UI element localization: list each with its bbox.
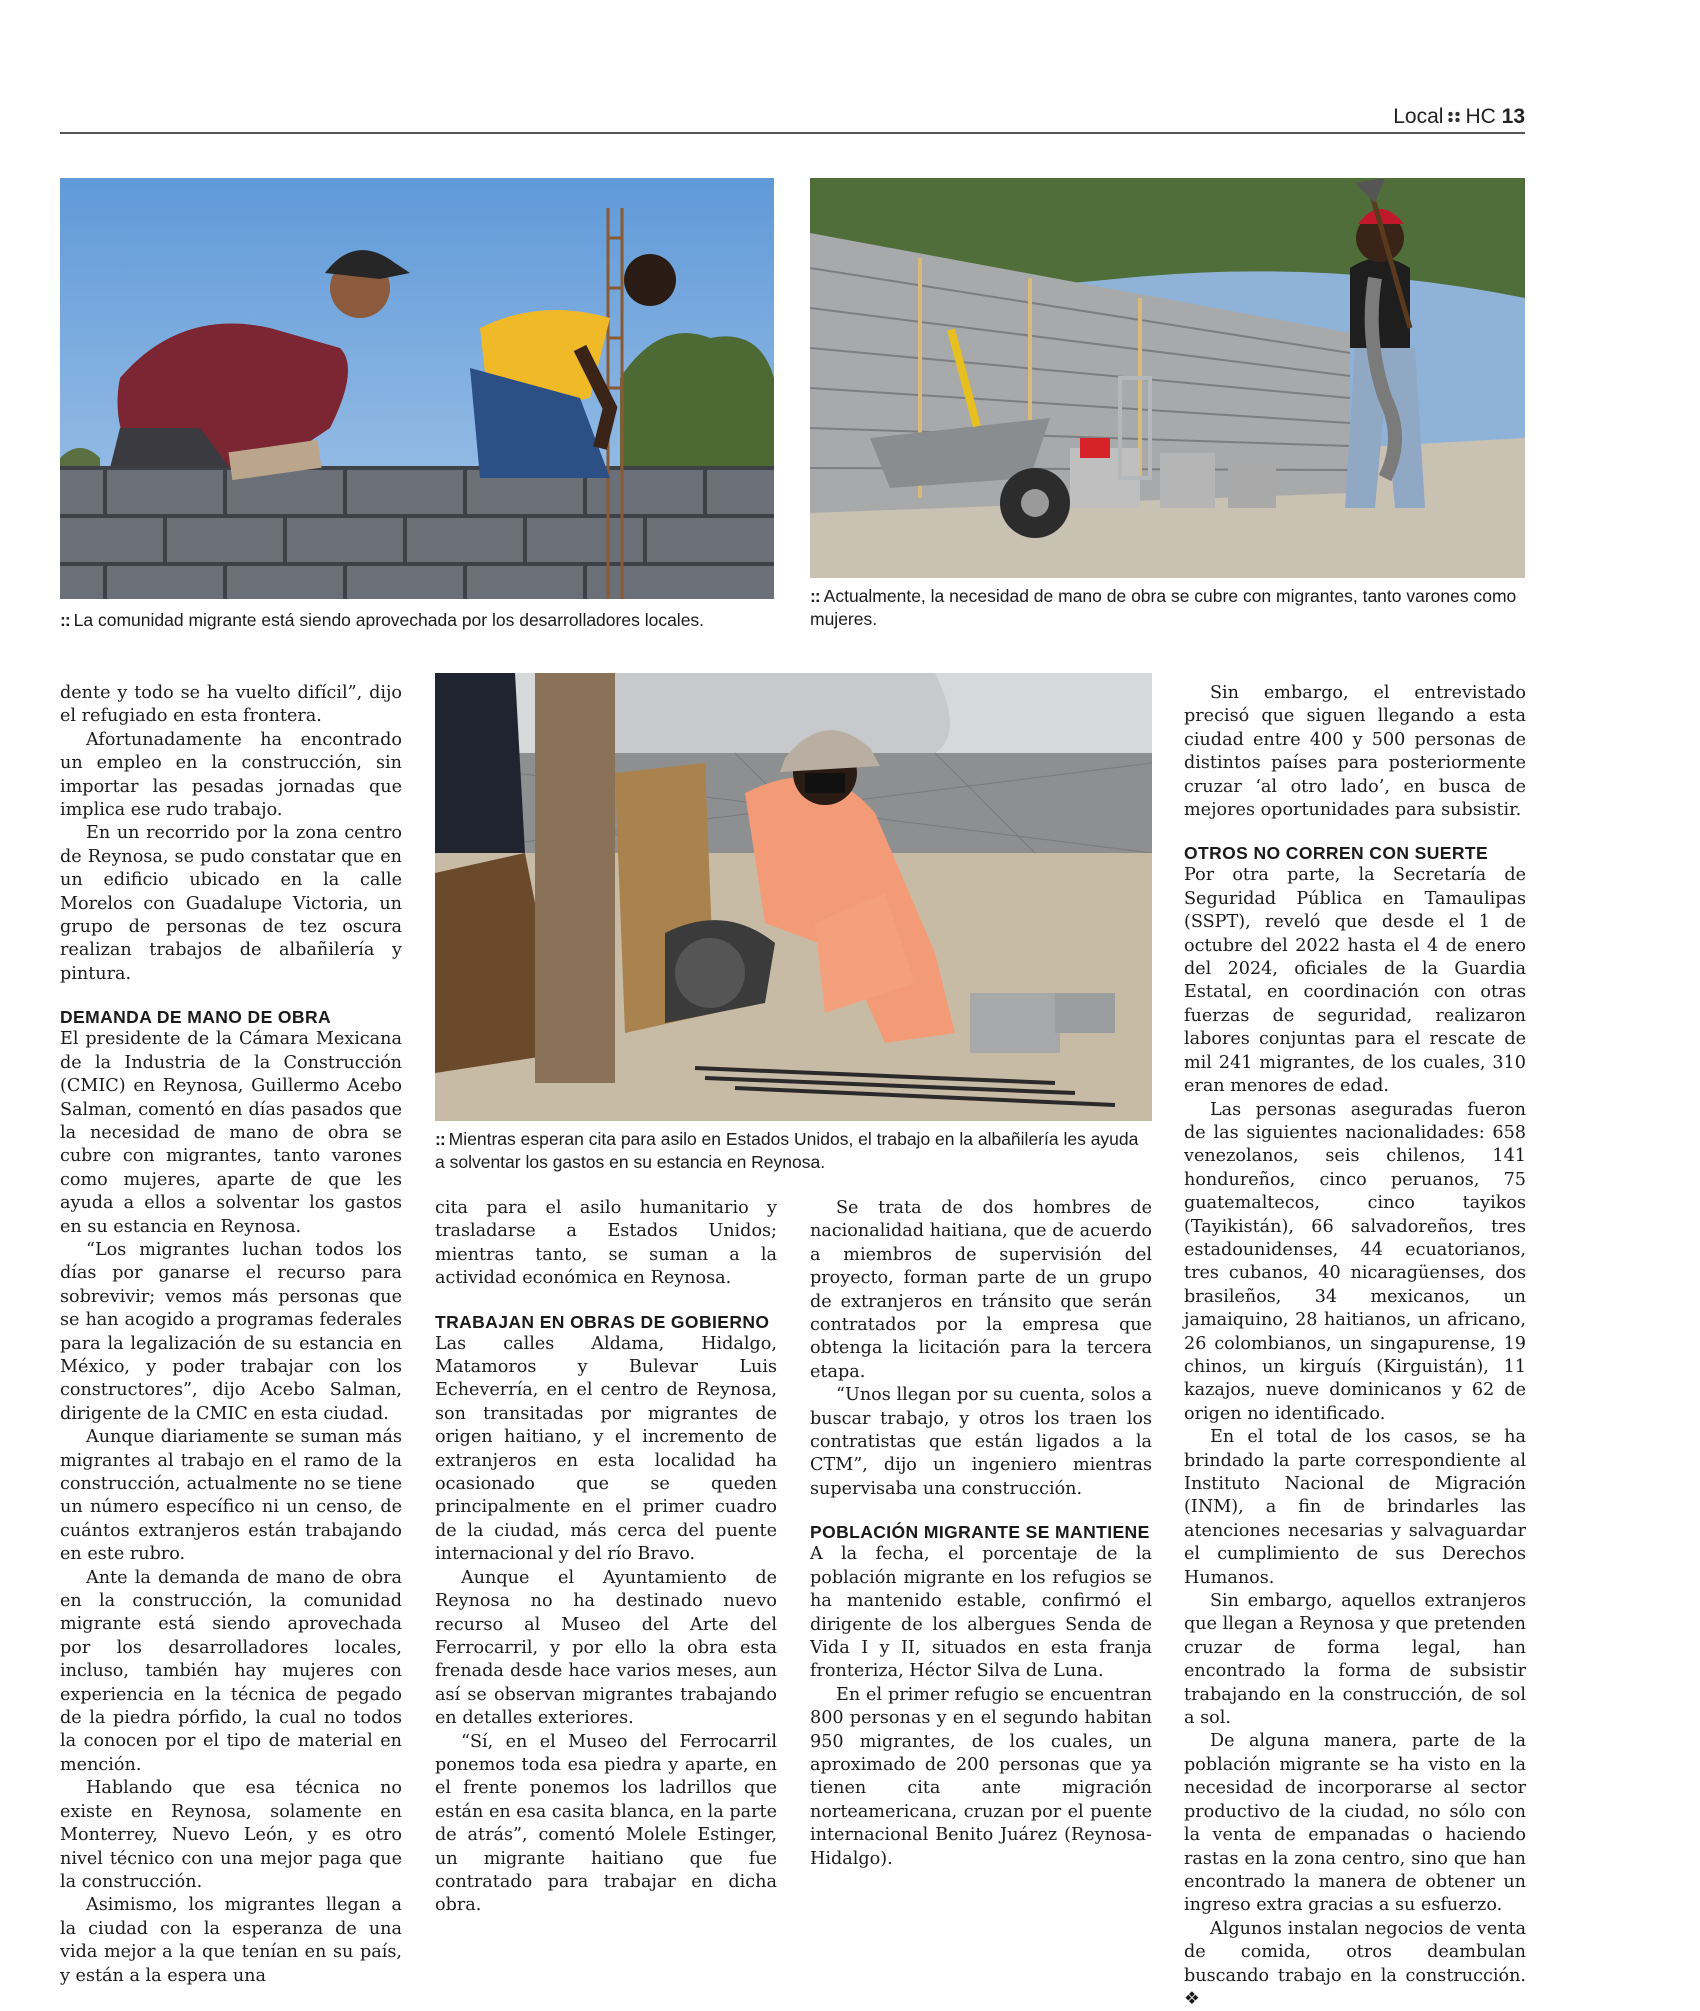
paragraph: El presidente de la Cámara Mexicana de la Industria de la Construcción (CMIC) en Reynosa, Guillermo Acebo Salman, comentó en días pasados que la necesidad de mano de obra se cubre con migrantes, tanto varones como mujeres, aparte de que les ayuda a ellos a solventar los gastos en su estancia en Reynosa. [60,1029,402,1237]
paragraph: Asimismo, los migrantes llegan a la ciudad con la esperanza de una vida mejor a la que tenían en su país, y están a la espera una [60,1895,402,1986]
paragraph: “Sí, en el Museo del Ferrocarril ponemos toda esa piedra y aparte, en el frente ponemos los ladrillos que están en esa casita blanca, en la parte de atrás”, comentó Molele Estinger, un migrante haitiano que fue contratado para trabajar en dicha obra. [435,1731,777,1916]
photo2-caption-text: Actualmente, la necesidad de mano de obra se cubre con migrantes, tanto varones como mujeres. [810,586,1517,629]
paragraph: Ante la demanda de mano de obra en la construcción, la comunidad migrante está siendo aprovechada por los desarrolladores locales, incluso, también hay mujeres con experiencia en la técnica de pegado de la piedra pórfido, la cual no todos la conocen por el tipo de material en mención. [60,1567,402,1775]
separator-dots-icon [1447,111,1461,123]
paragraph: De alguna manera, parte de la población migrante se ha visto en la necesidad de incorporarse al sector productivo de la ciudad, no sólo con la venta de empanadas o haciendo rastas en la zona centro, sino que han encontrado la manera de obtener un ingreso extra gracias a su esfuerzo. [1184,1731,1526,1916]
paragraph: En el total de los casos, se ha brindado la parte correspondiente al Instituto Nacional de Migración (INM), a fin de brindarles las atenciones necesarias y salvaguardar el cumplimiento de sus Derechos Humanos. [1184,1427,1526,1588]
paragraph: Sin embargo, el entrevistado precisó que siguen llegando a esta ciudad entre 400 y 500 personas de distintos países para posteriormente cruzar ‘al otro lado’, en busca de mejores oportunidades para subsistir. [1184,683,1526,821]
paragraph: Sin embargo, aquellos extranjeros que llegan a Reynosa y que pretenden cruzar de forma legal, han encontrado la forma de subsistir trabajando en la construcción, de sol a sol. [1184,1591,1526,1729]
paragraph-last [1184,1918,1526,2011]
caption-marker: :: [60,610,70,630]
photo1-caption-text: La comunidad migrante está siendo aprovechada por los desarrolladores locales. [73,610,705,630]
paragraph: dente y todo se ha vuelto difícil”, dijo el refugiado en esta frontera. [60,683,402,727]
paragraph: “Unos llegan por su cuenta, solos a buscar trabajo, y otros los traen los contratistas que están ligados a la CTM”, dijo un ingeniero mientras supervisaba una construcción. [810,1385,1152,1499]
paragraph: En el primer refugio se encuentran 800 personas y en el segundo habitan 950 migrantes, de los cuales, un aproximado de 200 personas que ya tienen cita ante migración norteamericana, cruzan por el puente internacional Benito Juárez (Reynosa-Hidalgo). [810,1684,1152,1869]
paragraph: Aunque diariamente se suman más migrantes al trabajo en el ramo de la construcción, actualmente no se tiene un número específico ni un censo, de cuántos extranjeros están trabajando en este rubro. [60,1427,402,1565]
brand-name: HC [1465,105,1496,128]
paragraph: Se trata de dos hombres de nacionalidad haitiana, que de acuerdo a miembros de supervisión del proyecto, forman parte de un grupo de extranjeros en tránsito que serán contratados por la empresa que obtenga la licitación para la tercera etapa. [810,1198,1152,1382]
paragraph: cita para el asilo humanitario y trasladarse a Estados Unidos; mientras tanto, se suman a la actividad económica en Reynosa. [435,1198,777,1289]
article-column-1 [60,682,402,1988]
subheading-poblacion: POBLACIÓN MIGRANTE SE MANTIENE [810,1522,1150,1543]
subheading-trabajan: TRABAJAN EN OBRAS DE GOBIERNO [435,1311,770,1332]
folio [1393,104,1525,130]
photo3-caption-text: Mientras esperan cita para asilo en Estados Unidos, el trabajo en la albañilería les ayuda a solventar los gastos en su estancia en Reynosa. [435,1129,1139,1172]
photo-wall-wheelbarrow [810,178,1525,578]
section-name: Local [1393,105,1444,128]
paragraph: Hablando que esa técnica no existe en Reynosa, solamente en Monterrey, Nuevo León, y es otro nivel técnico con una mejor paga que la construcción. [60,1778,402,1892]
paragraph: “Los migrantes luchan todos los días por ganarse el recurso para sobrevivir; vemos más personas que se han acogido a programas federales para la legalización de su estancia en México, y poder trabajar con los constructores”, dijo Acebo Salman, dirigente de la CMIC en esta ciudad. [60,1239,402,1424]
article-column-4 [1184,682,1526,2011]
end-mark-icon: ❖ [1184,1988,1200,2009]
photo-man-cutting [435,673,1152,1121]
paragraph-text: Algunos instalan negocios de venta de comida, otros deambulan buscando trabajo en la construcción. [1184,1918,1526,1986]
article-column-3 [810,1197,1152,1871]
paragraph: En un recorrido por la zona centro de Reynosa, se pudo constatar que en un edificio ubicado en la calle Morelos con Guadalupe Victoria, un grupo de personas de tez oscura realizan trabajos de albañilería y pintura. [60,823,402,984]
paragraph: Las calles Aldama, Hidalgo, Matamoros y Bulevar Luis Echeverría, en el centro de Reynosa, son transitadas por migrantes de origen haitiano, y el incremento de extranjeros en esta localidad ha ocasionado que se queden principalmente en el primer cuadro de la ciudad, más cerca del puente internacional y del río Bravo. [435,1333,777,1565]
paragraph: A la fecha, el porcentaje de la población migrante en los refugios se ha mantenido estable, confirmó el dirigente de los albergues Senda de Vida I y II, situados en esta franja fronteriza, Héctor Silva de Luna. [810,1544,1152,1682]
caption-marker: :: [810,586,820,606]
paragraph: Las personas aseguradas fueron de las siguientes nacionalidades: 658 venezolanos, seis chilenos, 141 hondureños, cinco peruanos, 75 guatemaltecos, cinco tayikos (Tayikistán), 66 salvadoreños, tres estadounidenses, 44 ecuatorianos, tres cubanos, 40 nicaragüenses, dos brasileños, 34 mexicanos, un jamaiquino, 28 haitianos, un africano, 26 colombianos, un singapurense, 19 chinos, un kirguís (Kirguistán), 11 kazajos, nueve dominicanos y 62 de origen no identificado. [1184,1099,1526,1424]
page-number: 13 [1501,105,1525,128]
paragraph: Afortunadamente ha encontrado un empleo en la construcción, sin importar las pesadas jornadas que implica ese rudo trabajo. [60,729,402,821]
page-header [60,104,1525,134]
photo3-caption [435,1128,1152,1174]
subheading-otros: OTROS NO CORREN CON SUERTE [1184,843,1489,864]
subheading-demanda: DEMANDA DE MANO DE OBRA [60,1007,332,1028]
photo1-caption [60,609,774,632]
caption-marker: :: [435,1129,445,1149]
photo-workers-wall [60,178,774,599]
paragraph: Aunque el Ayuntamiento de Reynosa no ha destinado nuevo recurso al Museo del Arte del Ferrocarril, y por ello la obra esta frenada desde hace varios meses, aun así se observan migrantes trabajando en detalles exteriores. [435,1567,777,1729]
paragraph: Por otra parte, la Secretaría de Seguridad Pública en Tamaulipas (SSPT), reveló que desde el 1 de octubre del 2022 hasta el 4 de enero del 2024, oficiales de la Guardia Estatal, en coordinación con otras fuerzas de seguridad, realizaron labores conjuntas para el rescate de mil 241 migrantes, de los cuales, 310 eran menores de edad. [1184,865,1526,1097]
photo2-caption [810,585,1525,631]
article-column-2 [435,1197,777,1918]
